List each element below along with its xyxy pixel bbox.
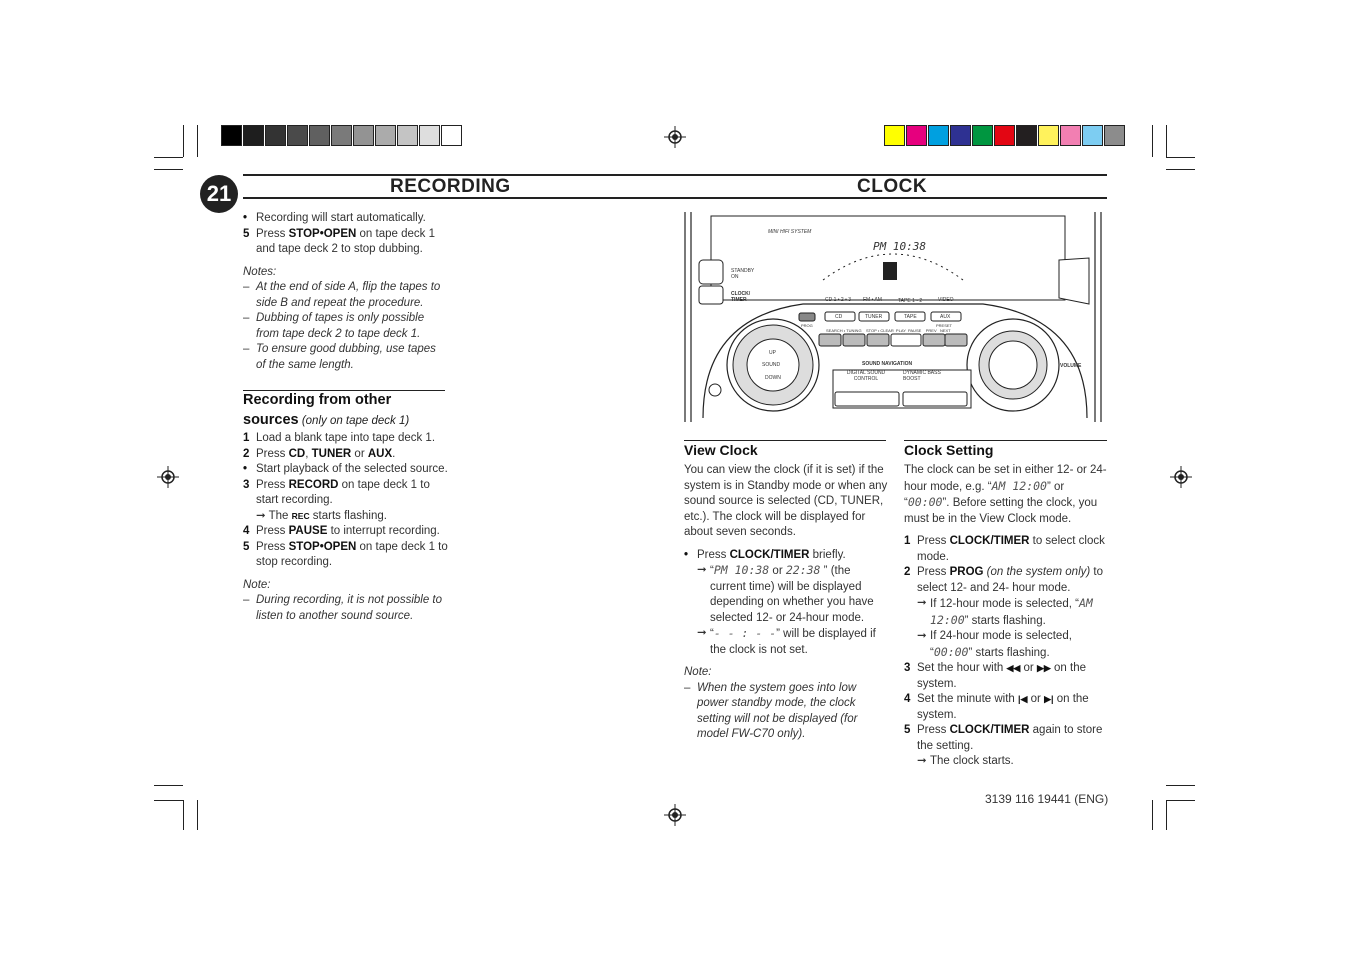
fast-forward-icon: ▶▶: [1036, 663, 1051, 673]
list-item: • Press CLOCK/TIMER briefly.: [684, 548, 846, 561]
device-prog-label: PROG: [801, 323, 813, 328]
view-clock-heading: View Clock: [684, 442, 758, 458]
page-number-badge: 21: [200, 175, 238, 213]
note-item: – When the system goes into low power standby mode, the clock setting will not be displayed (for model FW-C70 only).: [684, 681, 858, 740]
color-swatch: [1016, 125, 1037, 146]
crop-mark: [197, 800, 198, 830]
list-item: 2 Press PROG (on the system only) to select 12- and 24- hour mode.: [904, 566, 1103, 594]
color-swatch: [950, 125, 971, 146]
color-swatch: [994, 125, 1015, 146]
arrow-icon: ➞: [697, 627, 707, 639]
footer-code: 3139 116 19441 (ENG): [985, 792, 1109, 806]
list-item: 1 Press CLOCK/TIMER to select clock mode.: [904, 535, 1105, 563]
clock-setting-intro: The clock can be set in either 12- or 24-hour mode, e.g. “AM 12:00” or “00:00”. Before setting the clock, you must be in the View Clock mode.: [904, 464, 1107, 525]
color-swatch: [1038, 125, 1059, 146]
device-dbb-label: DYNAMIC BASS BOOST: [903, 370, 941, 382]
list-item: 5 Press STOP•OPEN on tape deck 1 to stop recording.: [243, 540, 448, 568]
crop-mark: [154, 800, 183, 801]
previous-icon: |◀: [1018, 694, 1028, 704]
device-cd-button: CD: [835, 314, 843, 320]
crop-mark: [154, 785, 183, 786]
header-rule-top: [243, 174, 1107, 176]
notes-label: Notes:: [243, 265, 277, 278]
color-swatch: [265, 125, 286, 146]
crop-mark: [1166, 785, 1195, 786]
color-swatch: [884, 125, 905, 146]
color-swatch: [1104, 125, 1125, 146]
list-item: 4 Set the minute with |◀ or ▶| on the system.: [904, 693, 1089, 721]
result-line: ➞ If 12-hour mode is selected, “AM 12:00” starts flashing.: [917, 596, 1093, 627]
list-item: 5 Press STOP•OPEN on tape deck 1 and tape deck 2 to stop dubbing.: [243, 227, 435, 255]
crop-mark: [1152, 125, 1153, 157]
color-swatch: [397, 125, 418, 146]
device-sound-navigation-label: SOUND NAVIGATION: [862, 361, 913, 367]
registration-mark-icon: [157, 466, 179, 488]
device-source-label: CD 1 • 2 • 3: [825, 297, 852, 303]
section-heading-line2: sources (only on tape deck 1): [243, 412, 410, 428]
device-standby-on-label: ON: [731, 274, 739, 280]
device-sound-label: SOUND: [762, 362, 781, 368]
section-heading: Recording from other: [243, 392, 392, 408]
color-swatch: [972, 125, 993, 146]
note-item: – During recording, it is not possible to listen to another sound source.: [243, 594, 443, 622]
section-rule: [684, 440, 886, 441]
arrow-icon: ➞: [917, 755, 927, 767]
color-swatch: [1060, 125, 1081, 146]
list-item: 2 Press CD, TUNER or AUX.: [243, 447, 396, 460]
result-line: ➞ If 24-hour mode is selected, “00:00” starts flashing.: [917, 630, 1072, 659]
rewind-icon: ◀◀: [1006, 663, 1021, 673]
result-line: ➞ The clock starts.: [904, 754, 1109, 770]
result-line: ➞ “- - : - -” will be displayed if the clock is not set.: [697, 626, 876, 656]
result-line: ➞ The REC starts flashing.: [256, 509, 387, 522]
device-tape-button: TAPE: [904, 314, 917, 320]
section-rule: [904, 440, 1107, 441]
note-label: Note:: [243, 578, 271, 591]
left-steps: [243, 431, 448, 624]
section-rule: [243, 390, 445, 391]
crop-mark: [1152, 800, 1153, 830]
arrow-icon: ➞: [917, 597, 927, 609]
header-rule-bottom: [243, 197, 1107, 199]
color-swatch: [375, 125, 396, 146]
arrow-icon: ➞: [256, 509, 266, 522]
device-source-label: VIDEO: [938, 297, 954, 303]
device-clock-timer-label: CLOCK/: [731, 291, 751, 297]
crop-mark: [197, 125, 198, 157]
list-item: • Start playback of the selected source.: [243, 463, 448, 475]
device-up-label: UP: [769, 350, 776, 356]
color-swatch: [441, 125, 462, 146]
device-tuner-button: TUNER: [865, 314, 883, 320]
crop-mark: [154, 169, 183, 170]
arrow-icon: ➞: [697, 564, 707, 576]
device-clock-timer-label2: TIMER: [731, 297, 747, 303]
device-lcd-time: PM 10:38: [873, 240, 926, 253]
device-brand-label: MINI HIFI SYSTEM: [768, 229, 812, 235]
recording-title: RECORDING: [390, 176, 511, 197]
list-item: 3 Press RECORD on tape deck 1 to start recording.: [243, 478, 430, 506]
list-item: 3 Set the hour with ◀◀ or ▶▶ on the system.: [904, 662, 1086, 690]
color-swatch: [287, 125, 308, 146]
device-volume-label: VOLUME: [1060, 363, 1082, 369]
result-line: ➞ “PM 10:38 or 22:38 ” (the current time) will be displayed depending on whether you have selected 12- or 24-hour mode.: [697, 563, 874, 624]
color-swatch: [419, 125, 440, 146]
device-source-label: TAPE 1 • 2: [898, 298, 923, 304]
color-swatch: [353, 125, 374, 146]
registration-mark-icon: [1170, 466, 1192, 488]
device-down-label: DOWN: [765, 375, 781, 381]
note-item: – At the end of side A, flip the tapes to side B and repeat the procedure.: [243, 281, 441, 309]
view-clock-intro: You can view the clock (if it is set) if the system is in Standby mode or when any sound source is selected (CD, TUNER, etc.). The clock will be displayed for about seven seconds.: [684, 464, 888, 538]
crop-mark: [183, 800, 184, 830]
clock-title: CLOCK: [857, 176, 928, 197]
left-column: [243, 211, 448, 373]
crop-mark: [1166, 157, 1195, 158]
crop-mark: [1166, 125, 1167, 157]
device-source-label: FM • AM: [863, 297, 882, 303]
color-swatch: [331, 125, 352, 146]
device-standby-label: STANDBY: [731, 268, 755, 274]
registration-mark-icon: [664, 126, 686, 148]
crop-mark: [1166, 800, 1167, 830]
crop-mark: [154, 157, 183, 158]
arrow-icon: ➞: [917, 630, 927, 642]
note-item: – To ensure good dubbing, use tapes of the same length.: [243, 343, 436, 371]
device-transport-labels: SEARCH • TUNING STOP • CLEAR PLAY PAUSE PREV NEXT: [826, 328, 951, 333]
color-swatch: [906, 125, 927, 146]
crop-mark: [1166, 169, 1195, 170]
crop-mark: [183, 125, 184, 157]
color-swatch: [243, 125, 264, 146]
note-item: – Dubbing of tapes is only possible from tape deck 2 to tape deck 1.: [243, 312, 425, 340]
registration-mark-icon: [664, 804, 686, 826]
color-swatch: [1082, 125, 1103, 146]
color-swatch: [221, 125, 242, 146]
list-item: 5 Press CLOCK/TIMER again to store the setting.: [904, 724, 1103, 752]
list-item: 4 Press PAUSE to interrupt recording.: [243, 525, 440, 537]
list-item: 1 Load a blank tape into tape deck 1.: [243, 432, 436, 444]
color-swatch: [309, 125, 330, 146]
clock-setting-body: [904, 463, 1109, 770]
device-preset-label: PRESET: [936, 323, 953, 328]
list-item: • Recording will start automatically.: [243, 212, 426, 224]
note-label: Note:: [684, 666, 712, 678]
color-swatch: [928, 125, 949, 146]
clock-setting-heading: Clock Setting: [904, 442, 994, 458]
next-icon: ▶|: [1044, 694, 1054, 704]
device-aux-button: AUX: [940, 314, 951, 320]
device-dsc-label: DIGITAL SOUND CONTROL: [846, 370, 886, 382]
crop-mark: [1166, 800, 1195, 801]
view-clock-body: [684, 463, 889, 743]
